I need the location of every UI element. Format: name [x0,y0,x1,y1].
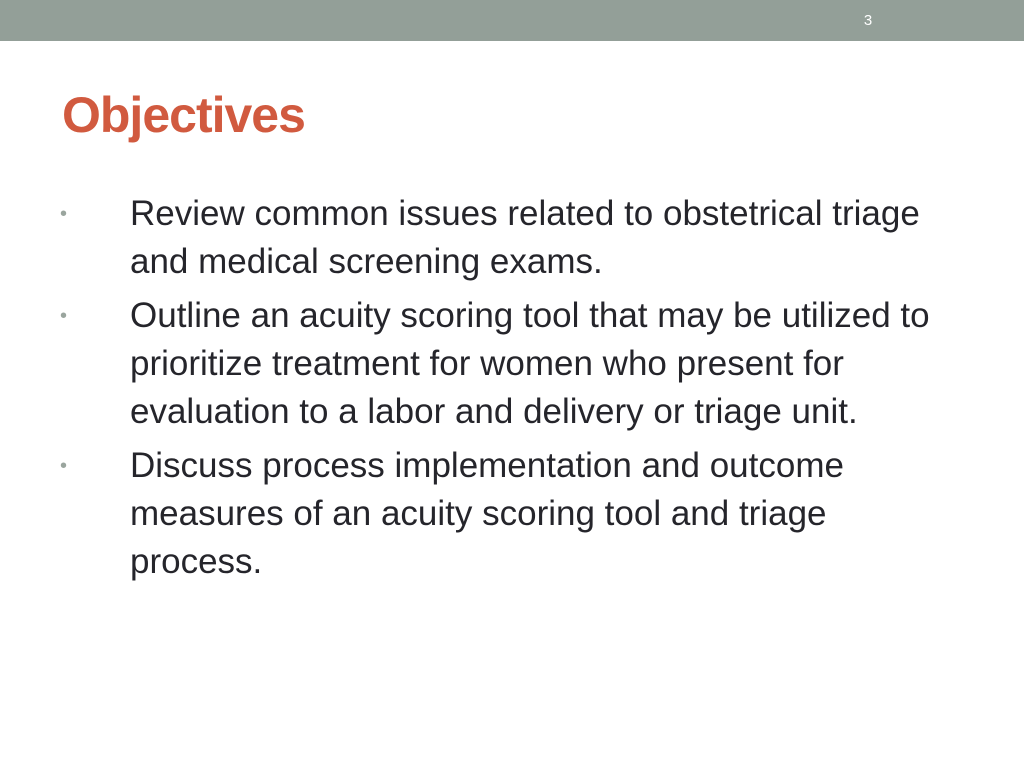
bullet-text: Discuss process implementation and outcome measures of an acuity scoring tool and triage process. [130,446,844,581]
bullet-marker: • [60,455,68,477]
slide-title: Objectives [62,87,305,143]
bullet-item [0,190,1024,286]
bullet-marker: • [60,305,68,327]
bullet-marker: • [60,203,68,225]
bullet-list [0,190,1024,592]
header-bar [0,0,1024,41]
bullet-item [0,442,1024,586]
bullet-text: Review common issues related to obstetrical triage and medical screening exams. [130,194,920,281]
bullet-text: Outline an acuity scoring tool that may be utilized to prioritize treatment for women who present for evaluation to a labor and delivery or triage unit. [130,296,930,431]
slide-number: 3 [863,12,873,29]
bullet-item [0,292,1024,436]
